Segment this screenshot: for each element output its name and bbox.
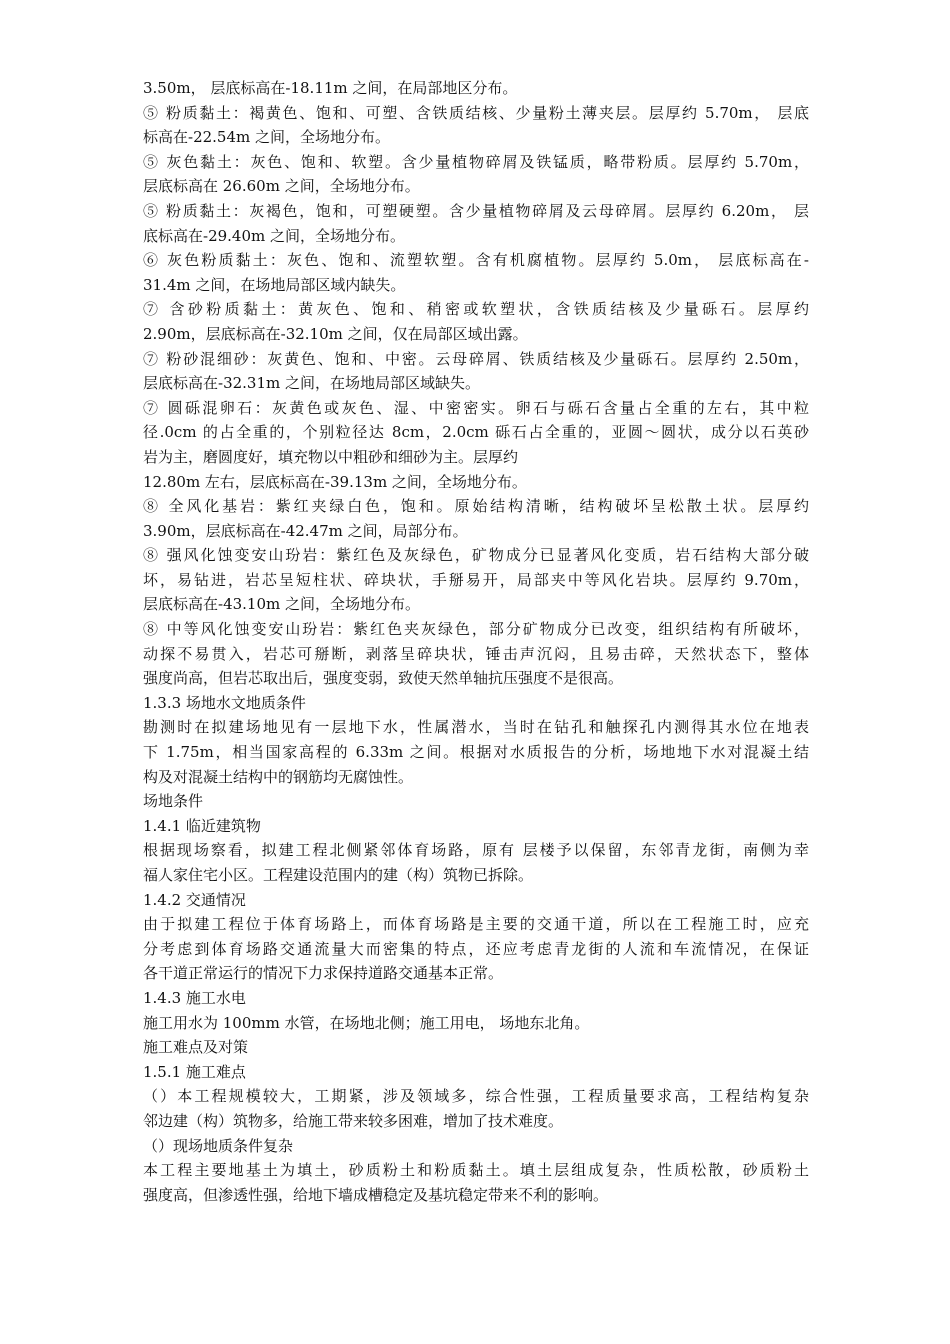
text-line-41: （）本工程规模较大，工期紧，涉及领域多，综合性强，工程质量要求高，工程结构复杂 xyxy=(143,1087,809,1106)
text-line-4: 层底标高在 26.60m 之间，全场地分布。 xyxy=(143,177,420,196)
section-heading-1-4-2: 1.4.2 交通情况 xyxy=(143,890,246,909)
text-line-34: 由于拟建工程位于体育场路上，而体育场路是主要的交通干道，所以在工程施工时，应充 xyxy=(143,915,809,934)
text-line-6: 底标高在-29.40m 之间，全场地分布。 xyxy=(143,226,406,245)
text-line-19: ⑧ 强风化蚀变安山玢岩：紫红色及灰绿色，矿物成分已显著风化变质，岩石结构大部分破 xyxy=(143,546,809,565)
text-line-26: 勘测时在拟建场地见有一层地下水，性属潜水，当时在钻孔和触探孔内测得其水位在地表 xyxy=(143,718,809,737)
text-line-32: 福人家住宅小区。工程建设范围内的建（构）筑物已拆除。 xyxy=(143,866,534,884)
text-line-17: ⑧ 全风化基岩：紫红夹绿白色，饱和。原始结构清晰，结构破坏呈松散土状。层厚约 xyxy=(143,497,809,516)
text-line-16: 12.80m 左右，层底标高在-39.13m 之间，全场地分布。 xyxy=(143,472,527,491)
text-line-1: ⑤ 粉质黏土：褐黄色、饱和、可塑、含铁质结核、少量粉土薄夹层。层厚约 5.70m， 层底 xyxy=(143,103,809,122)
text-line-21: 层底标高在-43.10m 之间，全场地分布。 xyxy=(143,595,421,614)
text-line-42: 邻边建（构）筑物多，给施工带来较多困难，增加了技术难度。 xyxy=(143,1111,564,1130)
text-line-20: 坏，易钻进，岩芯呈短柱状、碎块状，手掰易开，局部夹中等风化岩块。层厚约 9.70m， xyxy=(143,570,809,589)
section-heading-1-4-3: 1.4.3 施工水电 xyxy=(143,988,246,1007)
text-line-14: 径.0cm 的占全重的，个别粒径达 8cm，2.0cm 砾石占全重的，亚圆～圆状，成分以石英砂 xyxy=(143,423,809,442)
section-heading-1-3-3: 1.3.3 场地水文地质条件 xyxy=(143,693,306,712)
text-line-28: 构及对混凝土结构中的钢筋均无腐蚀性。 xyxy=(143,767,414,786)
text-line-44: 本工程主要地基土为填土，砂质粉土和粉质黏土。填土层组成复杂，性质松散，砂质粉土 xyxy=(143,1161,809,1180)
text-line-15: 岩为主，磨圆度好，填充物以中粗砂和细砂为主。层厚约 xyxy=(143,447,519,466)
text-line-10: 2.90m，层底标高在-32.10m 之间，仅在局部区域出露。 xyxy=(143,324,528,343)
text-line-18: 3.90m，层底标高在-42.47m 之间，局部分布。 xyxy=(143,521,468,540)
text-line-9: ⑦ 含砂粉质黏土：黄灰色、饱和、稍密或软塑状，含铁质结核及少量砾石。层厚约 xyxy=(143,300,809,319)
text-line-5: ⑤ 粉质黏土：灰褐色，饱和，可塑硬塑。含少量植物碎屑及云母碎屑。层厚约 6.20m， 层 xyxy=(143,201,809,220)
text-line-36: 各干道正常运行的情况下力求保持道路交通基本正常。 xyxy=(143,964,504,983)
text-line-7: ⑥ 灰色粉质黏土：灰色、饱和、流塑软塑。含有机腐植物。层厚约 5.0m， 层底标高在- xyxy=(143,251,809,270)
text-line-0: 3.50m， 层底标高在-18.11m 之间，在局部地区分布。 xyxy=(143,79,518,97)
section-heading-1-4-1: 1.4.1 临近建筑物 xyxy=(143,816,261,835)
text-line-23: 动探不易贯入，岩芯可掰断，剥落呈碎块状，锤击声沉闷，且易击碎，天然状态下，整体 xyxy=(143,644,809,663)
text-line-24: 强度尚高，但岩芯取出后，强度变弱，致使天然单轴抗压强度不是很高。 xyxy=(143,669,624,688)
text-line-12: 层底标高在-32.31m 之间，在场地局部区域缺失。 xyxy=(143,374,481,393)
text-line-3: ⑤ 灰色黏土：灰色、饱和、软塑。含少量植物碎屑及铁锰质，略带粉质。层厚约 5.70m， xyxy=(143,152,809,171)
text-line-38: 施工用水为 100mm 水管，在场地北侧；施工用电， 场地东北角。 xyxy=(143,1013,590,1032)
text-line-31: 根据现场察看，拟建工程北侧紧邻体育场路，原有 层楼予以保留，东邻青龙街，南侧为幸 xyxy=(143,841,809,860)
text-line-22: ⑧ 中等风化蚀变安山玢岩：紫红色夹灰绿色，部分矿物成分已改变，组织结构有所破坏， xyxy=(143,620,809,639)
section-heading-difficulties: 施工难点及对策 xyxy=(143,1038,249,1057)
text-line-43: （）现场地质条件复杂 xyxy=(143,1136,294,1155)
text-line-35: 分考虑到体育场路交通流量大而密集的特点，还应考虑青龙街的人流和车流情况，在保证 xyxy=(143,939,809,958)
document-body xyxy=(143,76,809,1207)
text-line-13: ⑦ 圆砾混卵石：灰黄色或灰色、湿、中密密实。卵石与砾石含量占全重的左右，其中粒 xyxy=(143,398,809,417)
text-line-2: 标高在-22.54m 之间，全场地分布。 xyxy=(143,128,391,147)
text-line-27: 下 1.75m，相当国家高程的 6.33m 之间。根据对水质报告的分析，场地地下水对混凝土结 xyxy=(143,743,809,762)
section-heading-site-conditions: 场地条件 xyxy=(143,792,204,811)
text-line-11: ⑦ 粉砂混细砂：灰黄色、饱和、中密。云母碎屑、铁质结核及少量砾石。层厚约 2.50m， xyxy=(143,349,809,368)
section-heading-1-5-1: 1.5.1 施工难点 xyxy=(143,1062,246,1081)
text-line-8: 31.4m 之间，在场地局部区域内缺失。 xyxy=(143,275,406,294)
text-line-45: 强度高，但渗透性强，给地下墙成槽稳定及基坑稳定带来不利的影响。 xyxy=(143,1185,609,1204)
